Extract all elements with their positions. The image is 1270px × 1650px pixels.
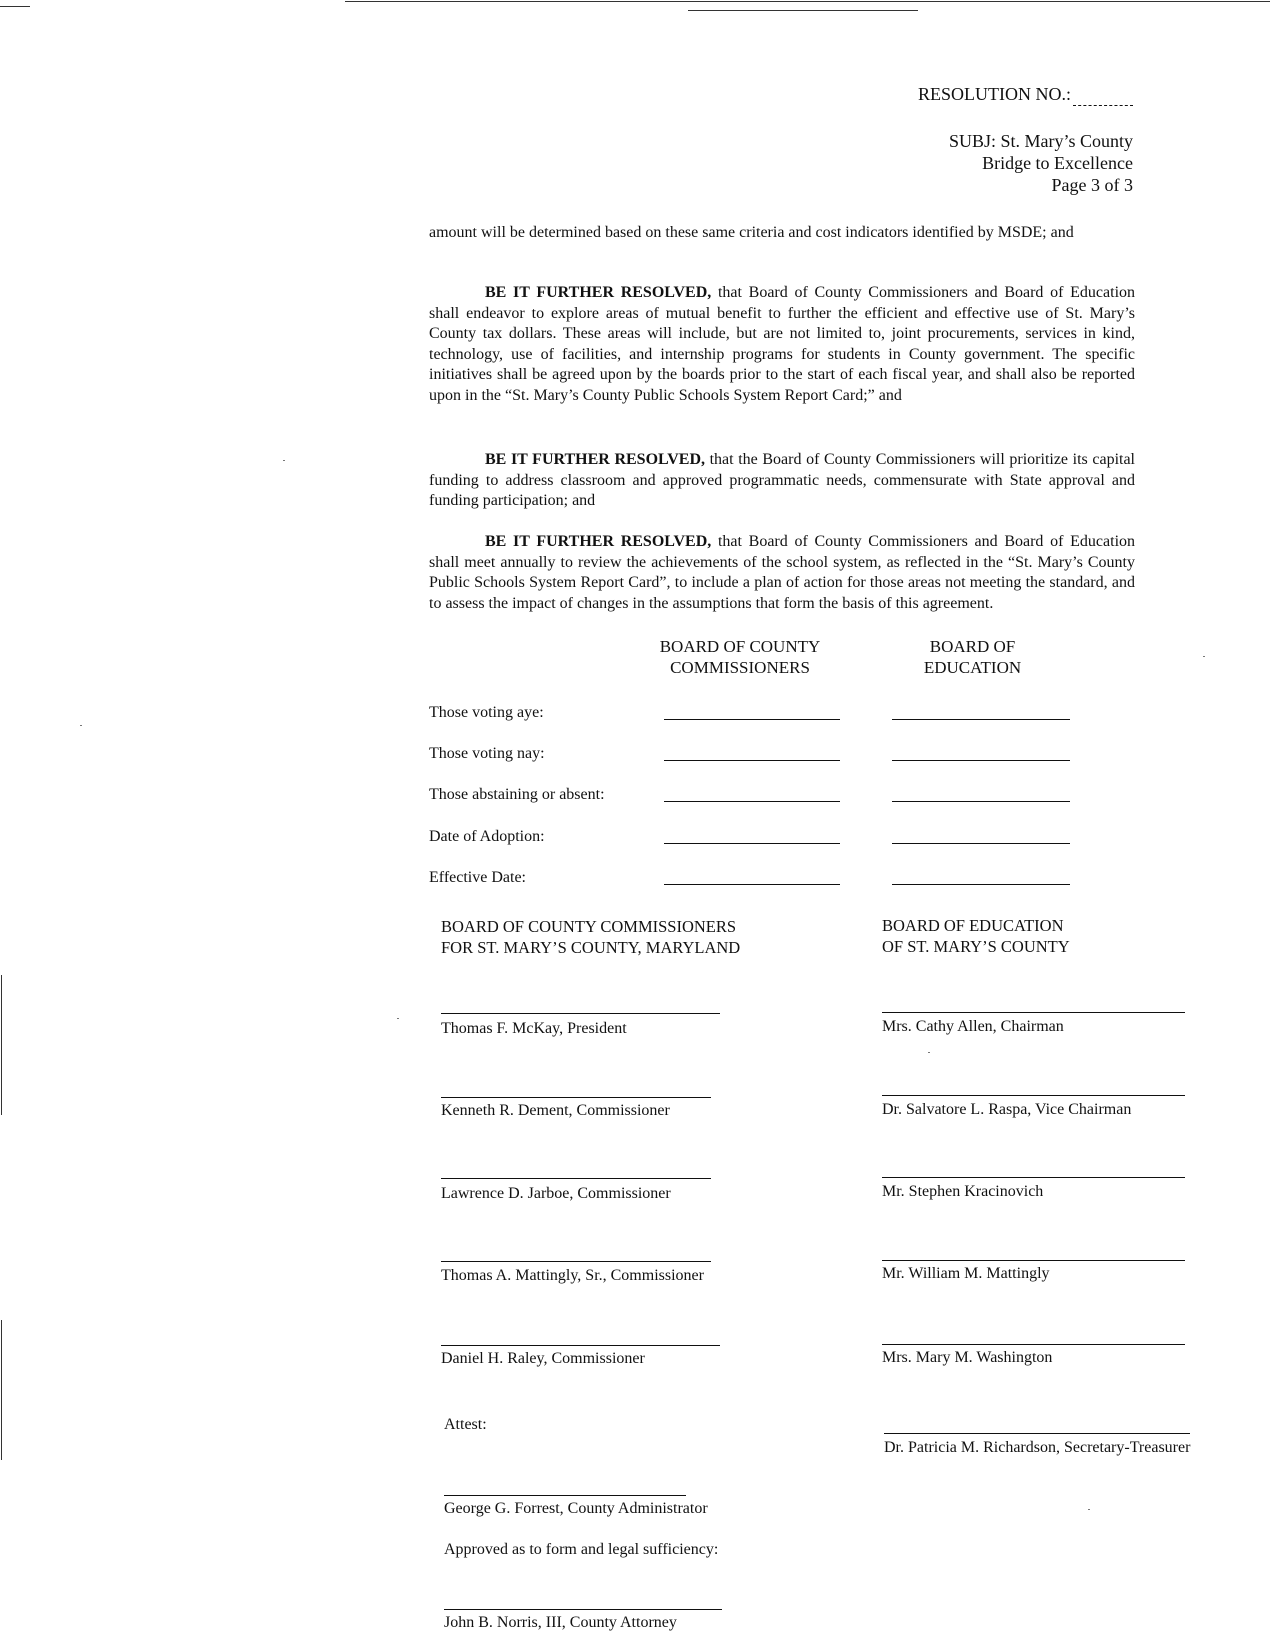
vote-row-label: Date of Adoption: xyxy=(429,828,545,845)
scan-speck xyxy=(1203,656,1205,657)
scan-artifact-rule xyxy=(0,6,30,7)
paragraph-2-text: that Board of County Commissioners and Board of Education shall endeavor to explore areas of mutual benefit to further the efficient and effective use of St. Mary’s County tax dollars. These areas will include, but are not limited to, joint procurements, services in kind, technology, use of facilities, and internship programs for students in County government. The specific initiatives shall be agreed upon by the boards prior to the start of each fiscal year, and shall also be reported upon in the “St. Mary’s County Public Schools System Report Card;” and xyxy=(429,284,1136,404)
secretary-signature-line[interactable] xyxy=(884,1433,1190,1434)
signature-line[interactable] xyxy=(441,1178,711,1179)
signatory-name: Mr. William M. Mattingly xyxy=(882,1265,1050,1282)
adoption-date-education-field[interactable] xyxy=(892,843,1070,844)
subject-line-1: SUBJ: St. Mary’s County xyxy=(948,131,1133,151)
paragraph-3-bold: BE IT FURTHER RESOLVED, xyxy=(485,451,705,468)
scan-artifact-rule xyxy=(688,10,918,11)
vote-row-label: Those voting nay: xyxy=(429,745,545,762)
attorney-signature-line[interactable] xyxy=(444,1609,722,1610)
signature-line[interactable] xyxy=(882,1344,1185,1345)
commissioners-caption xyxy=(441,916,740,958)
vote-column-education xyxy=(880,636,1065,678)
administrator-signature-line[interactable] xyxy=(444,1495,686,1496)
effective-date-education-field[interactable] xyxy=(892,884,1070,885)
signatory-name: Daniel H. Raley, Commissioner xyxy=(441,1350,645,1367)
vote-aye-commissioners-field[interactable] xyxy=(664,719,840,720)
signature-line[interactable] xyxy=(441,1345,720,1346)
scan-speck xyxy=(1088,1509,1090,1510)
vote-column-education-line2: EDUCATION xyxy=(923,658,1022,677)
effective-date-commissioners-field[interactable] xyxy=(664,884,840,885)
signature-line[interactable] xyxy=(882,1012,1185,1013)
resolution-label: RESOLUTION NO.: xyxy=(918,84,1071,104)
vote-row-label: Those voting aye: xyxy=(429,704,544,721)
paragraph-2 xyxy=(429,283,1135,406)
scan-speck xyxy=(283,460,285,461)
signature-line[interactable] xyxy=(441,1013,720,1014)
signatory-name: Thomas A. Mattingly, Sr., Commissioner xyxy=(441,1267,704,1284)
signatory-name: Mr. Stephen Kracinovich xyxy=(882,1183,1044,1200)
vote-aye-education-field[interactable] xyxy=(892,719,1070,720)
paragraph-4-text: that Board of County Commissioners and Board of Education shall meet annually to review the achievements of the school system, as reflected in the “St. Mary’s County Public Schools System Report Card”, to include a plan of action for those areas not meeting the standard, and to assess the impact of changes in the assumptions that form the basis of this agreement. xyxy=(429,533,1136,612)
adoption-date-commissioners-field[interactable] xyxy=(664,843,840,844)
subject-block xyxy=(949,130,1133,196)
commissioners-caption-line2: FOR ST. MARY’S COUNTY, MARYLAND xyxy=(441,938,741,957)
signature-line[interactable] xyxy=(882,1095,1185,1096)
scan-speck xyxy=(80,725,82,726)
secretary-name: Dr. Patricia M. Richardson, Secretary-Treasurer xyxy=(884,1439,1191,1456)
signature-line[interactable] xyxy=(441,1097,711,1098)
approved-label: Approved as to form and legal sufficiency: xyxy=(444,1541,719,1558)
signatory-name: Thomas F. McKay, President xyxy=(441,1020,627,1037)
scan-speck xyxy=(928,1052,930,1053)
paragraph-3-text: that the Board of County Commissioners will prioritize its capital funding to address classroom and approved programmatic needs, commensurate with State approval and funding participation; and xyxy=(429,451,1136,509)
vote-abstain-commissioners-field[interactable] xyxy=(664,801,840,802)
vote-column-commissioners xyxy=(640,636,840,678)
attorney-name: John B. Norris, III, County Attorney xyxy=(444,1614,677,1631)
paragraph-1: amount will be determined based on these same criteria and cost indicators identified by MSDE; and xyxy=(429,224,1074,241)
resolution-number xyxy=(918,83,1133,106)
administrator-name: George G. Forrest, County Administrator xyxy=(444,1500,708,1517)
signature-line[interactable] xyxy=(882,1177,1185,1178)
page-number: Page 3 of 3 xyxy=(1051,175,1133,195)
signature-line[interactable] xyxy=(882,1260,1185,1261)
signatory-name: Lawrence D. Jarboe, Commissioner xyxy=(441,1185,671,1202)
education-caption-line2: OF ST. MARY’S COUNTY xyxy=(882,937,1070,956)
scan-artifact-top-rule xyxy=(345,1,1270,2)
scan-artifact-edge xyxy=(1,975,2,1115)
education-caption xyxy=(882,915,1070,957)
vote-row-label: Effective Date: xyxy=(429,869,526,886)
signatory-name: Dr. Salvatore L. Raspa, Vice Chairman xyxy=(882,1101,1132,1118)
paragraph-2-bold: BE IT FURTHER RESOLVED, xyxy=(485,284,712,301)
vote-row-label: Those abstaining or absent: xyxy=(429,786,605,803)
commissioners-caption-line1: BOARD OF COUNTY COMMISSIONERS xyxy=(441,917,737,936)
vote-abstain-education-field[interactable] xyxy=(892,801,1070,802)
vote-nay-commissioners-field[interactable] xyxy=(664,760,840,761)
signature-line[interactable] xyxy=(441,1261,711,1262)
subject-line-2: Bridge to Excellence xyxy=(982,153,1133,173)
education-caption-line1: BOARD OF EDUCATION xyxy=(882,916,1064,935)
signatory-name: Mrs. Mary M. Washington xyxy=(882,1349,1053,1366)
attest-label: Attest: xyxy=(444,1416,487,1433)
vote-column-commissioners-line1: BOARD OF COUNTY xyxy=(659,637,821,656)
vote-column-education-line1: BOARD OF xyxy=(929,637,1016,656)
signatory-name: Kenneth R. Dement, Commissioner xyxy=(441,1102,670,1119)
scan-speck xyxy=(397,1018,399,1019)
resolution-number-blank xyxy=(1073,83,1133,106)
paragraph-4-bold: BE IT FURTHER RESOLVED, xyxy=(485,533,712,550)
vote-column-commissioners-line2: COMMISSIONERS xyxy=(670,658,810,677)
paragraph-3 xyxy=(429,450,1135,512)
signatory-name: Mrs. Cathy Allen, Chairman xyxy=(882,1018,1064,1035)
paragraph-4 xyxy=(429,532,1135,614)
vote-nay-education-field[interactable] xyxy=(892,760,1070,761)
scan-artifact-edge xyxy=(1,1320,2,1460)
